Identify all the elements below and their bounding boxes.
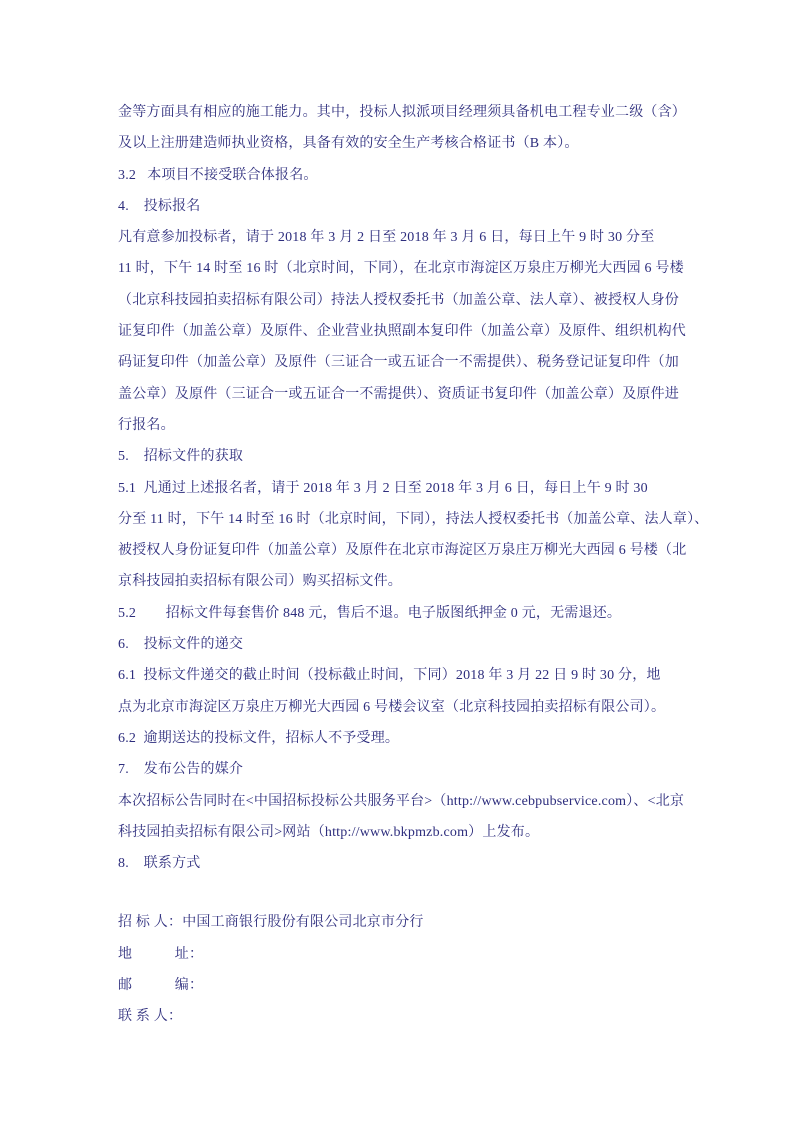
document-content <box>118 97 709 1033</box>
body-line: 分至 11 时，下午 14 时至 16 时（北京时间，下同），持法人授权委托书（加盖公章、法人章）、 <box>118 511 709 527</box>
section-heading: 7. 发布公告的媒介 <box>118 762 244 778</box>
contact-line-address: 地 址： <box>118 946 204 962</box>
section-heading: 8. 联系方式 <box>118 856 201 872</box>
contact-block <box>118 907 686 1032</box>
clause-line: 6.2 逾期送达的投标文件，招标人不予受理。 <box>118 730 400 746</box>
body-line: 11 时，下午 14 时至 16 时（北京时间，下同），在北京市海淀区万泉庄万柳光大西园 6 号楼 <box>118 261 684 277</box>
section-heading: 5. 招标文件的获取 <box>118 449 244 465</box>
body-line: （北京科技园拍卖招标有限公司）持法人授权委托书（加盖公章、法人章）、被授权人身份 <box>118 292 679 308</box>
clause-line: 5.1 凡通过上述报名者，请于 2018 年 3 月 2 日至 2018 年 3 月 6 日，每日上午 9 时 30 <box>118 480 648 496</box>
body-line: 本次招标公告同时在<中国招标投标公共服务平台>（http://www.cebpubservice.com）、<北京 <box>118 793 685 809</box>
body-line: 科技园拍卖招标有限公司>网站（http://www.bkpmzb.com）上发布。 <box>118 824 540 840</box>
body-line: 被授权人身份证复印件（加盖公章）及原件在北京市海淀区万泉庄万柳光大西园 6 号楼（北 <box>118 543 687 559</box>
clause-line: 3.2 本项目不接受联合体报名。 <box>118 167 318 183</box>
contact-line-contact-person: 联 系 人： <box>118 1009 183 1025</box>
body-line: 点为北京市海淀区万泉庄万柳光大西园 6 号楼会议室（北京科技园拍卖招标有限公司）。 <box>118 699 666 715</box>
section-heading: 4. 投标报名 <box>118 198 201 214</box>
body-line: 盖公章）及原件（三证合一或五证合一不需提供）、资质证书复印件（加盖公章）及原件进 <box>118 386 679 402</box>
body-line: 京科技园拍卖招标有限公司）购买招标文件。 <box>118 574 402 590</box>
body-line: 及以上注册建造师执业资格，具备有效的安全生产考核合格证书（B 本）。 <box>118 136 579 152</box>
clause-line: 6.1 投标文件递交的截止时间（投标截止时间，下同）2018 年 3 月 22 日 9 时 30 分，地 <box>118 668 661 684</box>
body-line: 凡有意参加投标者，请于 2018 年 3 月 2 日至 2018 年 3 月 6 日，每日上午 9 时 30 分至 <box>118 230 655 246</box>
section-heading: 6. 投标文件的递交 <box>118 637 244 653</box>
contact-line-tenderer: 招 标 人：中国工商银行股份有限公司北京市分行 <box>118 915 424 931</box>
contact-line-postcode: 邮 编： <box>118 978 204 994</box>
body-line: 金等方面具有相应的施工能力。其中，投标人拟派项目经理须具备机电工程专业二级（含） <box>118 105 686 120</box>
body-line: 码证复印件（加盖公章）及原件（三证合一或五证合一不需提供）、税务登记证复印件（加 <box>118 355 679 371</box>
body-line: 证复印件（加盖公章）及原件、企业营业执照副本复印件（加盖公章）及原件、组织机构代 <box>118 324 686 340</box>
blank-line-spacer <box>118 879 686 907</box>
clause-line: 5.2 招标文件每套售价 848 元，售后不退。电子版图纸押金 0 元，无需退还。 <box>118 605 622 621</box>
body-line: 行报名。 <box>118 417 175 433</box>
